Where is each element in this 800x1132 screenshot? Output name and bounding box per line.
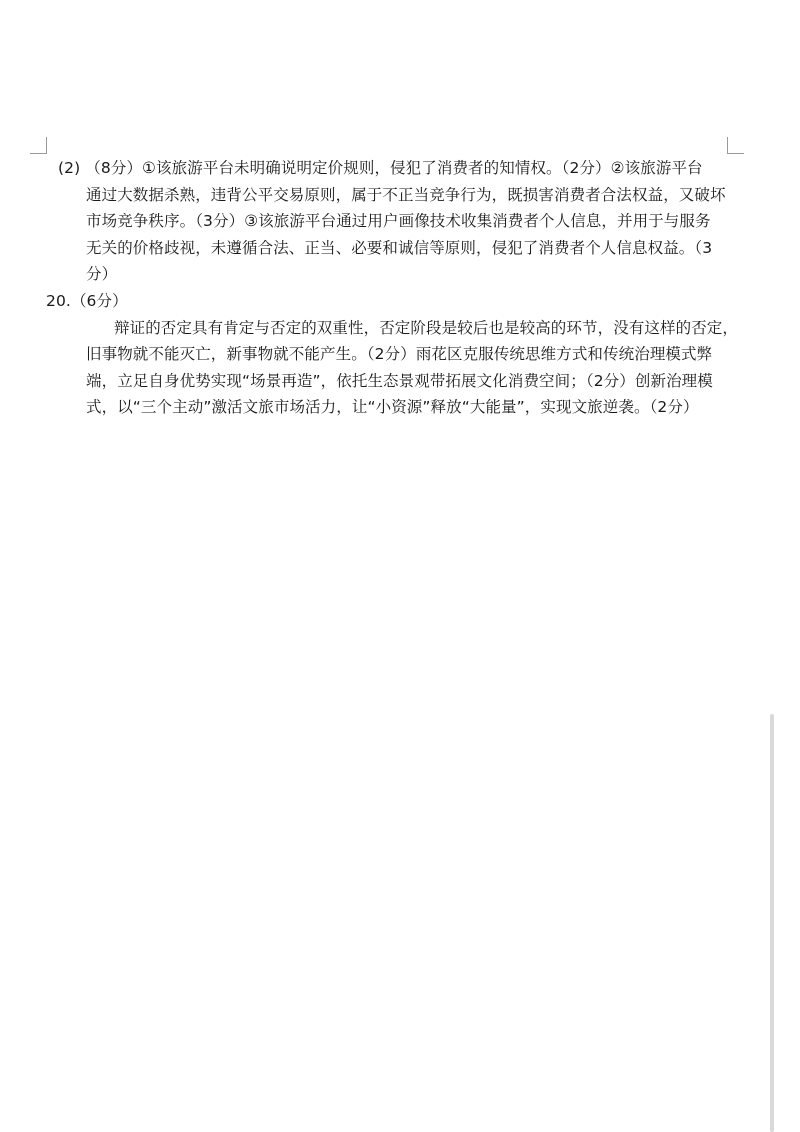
answer-line-6: 辩证的否定具有肯定与否定的双重性，否定阶段是较后也是较高的环节，没有这样的否定， [114, 319, 739, 337]
answer-line-3: 市场竞争秩序。（3分）③该旅游平台通过用户画像技术收集消费者个人信息，并用于与服务 [86, 212, 711, 230]
answer-line-9: 式，以“三个主动”激活文旅市场活力，让“小资源”释放“大能量”，实现文旅逆袭。（2分） [86, 398, 699, 416]
answer-line-4: 无关的价格歧视，未遵循合法、正当、必要和诚信等原则，侵犯了消费者个人信息权益。（3 [86, 239, 713, 257]
answer-line-5: 分） [86, 265, 118, 283]
answer-line-1: (2) （8分）①该旅游平台未明确说明定价规则，侵犯了消费者的知情权。（2分）②该旅游平台 [58, 159, 703, 177]
answer-line-7: 旧事物就不能灭亡，新事物就不能产生。（2分）雨花区克服传统思维方式和传统治理模式弊 [86, 345, 713, 363]
page-margin-corner-top-right [727, 137, 744, 154]
page-margin-corner-top-left [30, 137, 47, 154]
question-heading: 20.（6分） [46, 292, 128, 310]
answer-line-8: 端，立足自身优势实现“场景再造”，依托生态景观带拓展文化消费空间；（2分）创新治理模 [86, 372, 713, 390]
answer-line-2: 通过大数据杀熟，违背公平交易原则，属于不正当竞争行为，既损害消费者合法权益，又破坏 [86, 186, 726, 204]
vertical-scrollbar[interactable] [770, 714, 774, 1132]
